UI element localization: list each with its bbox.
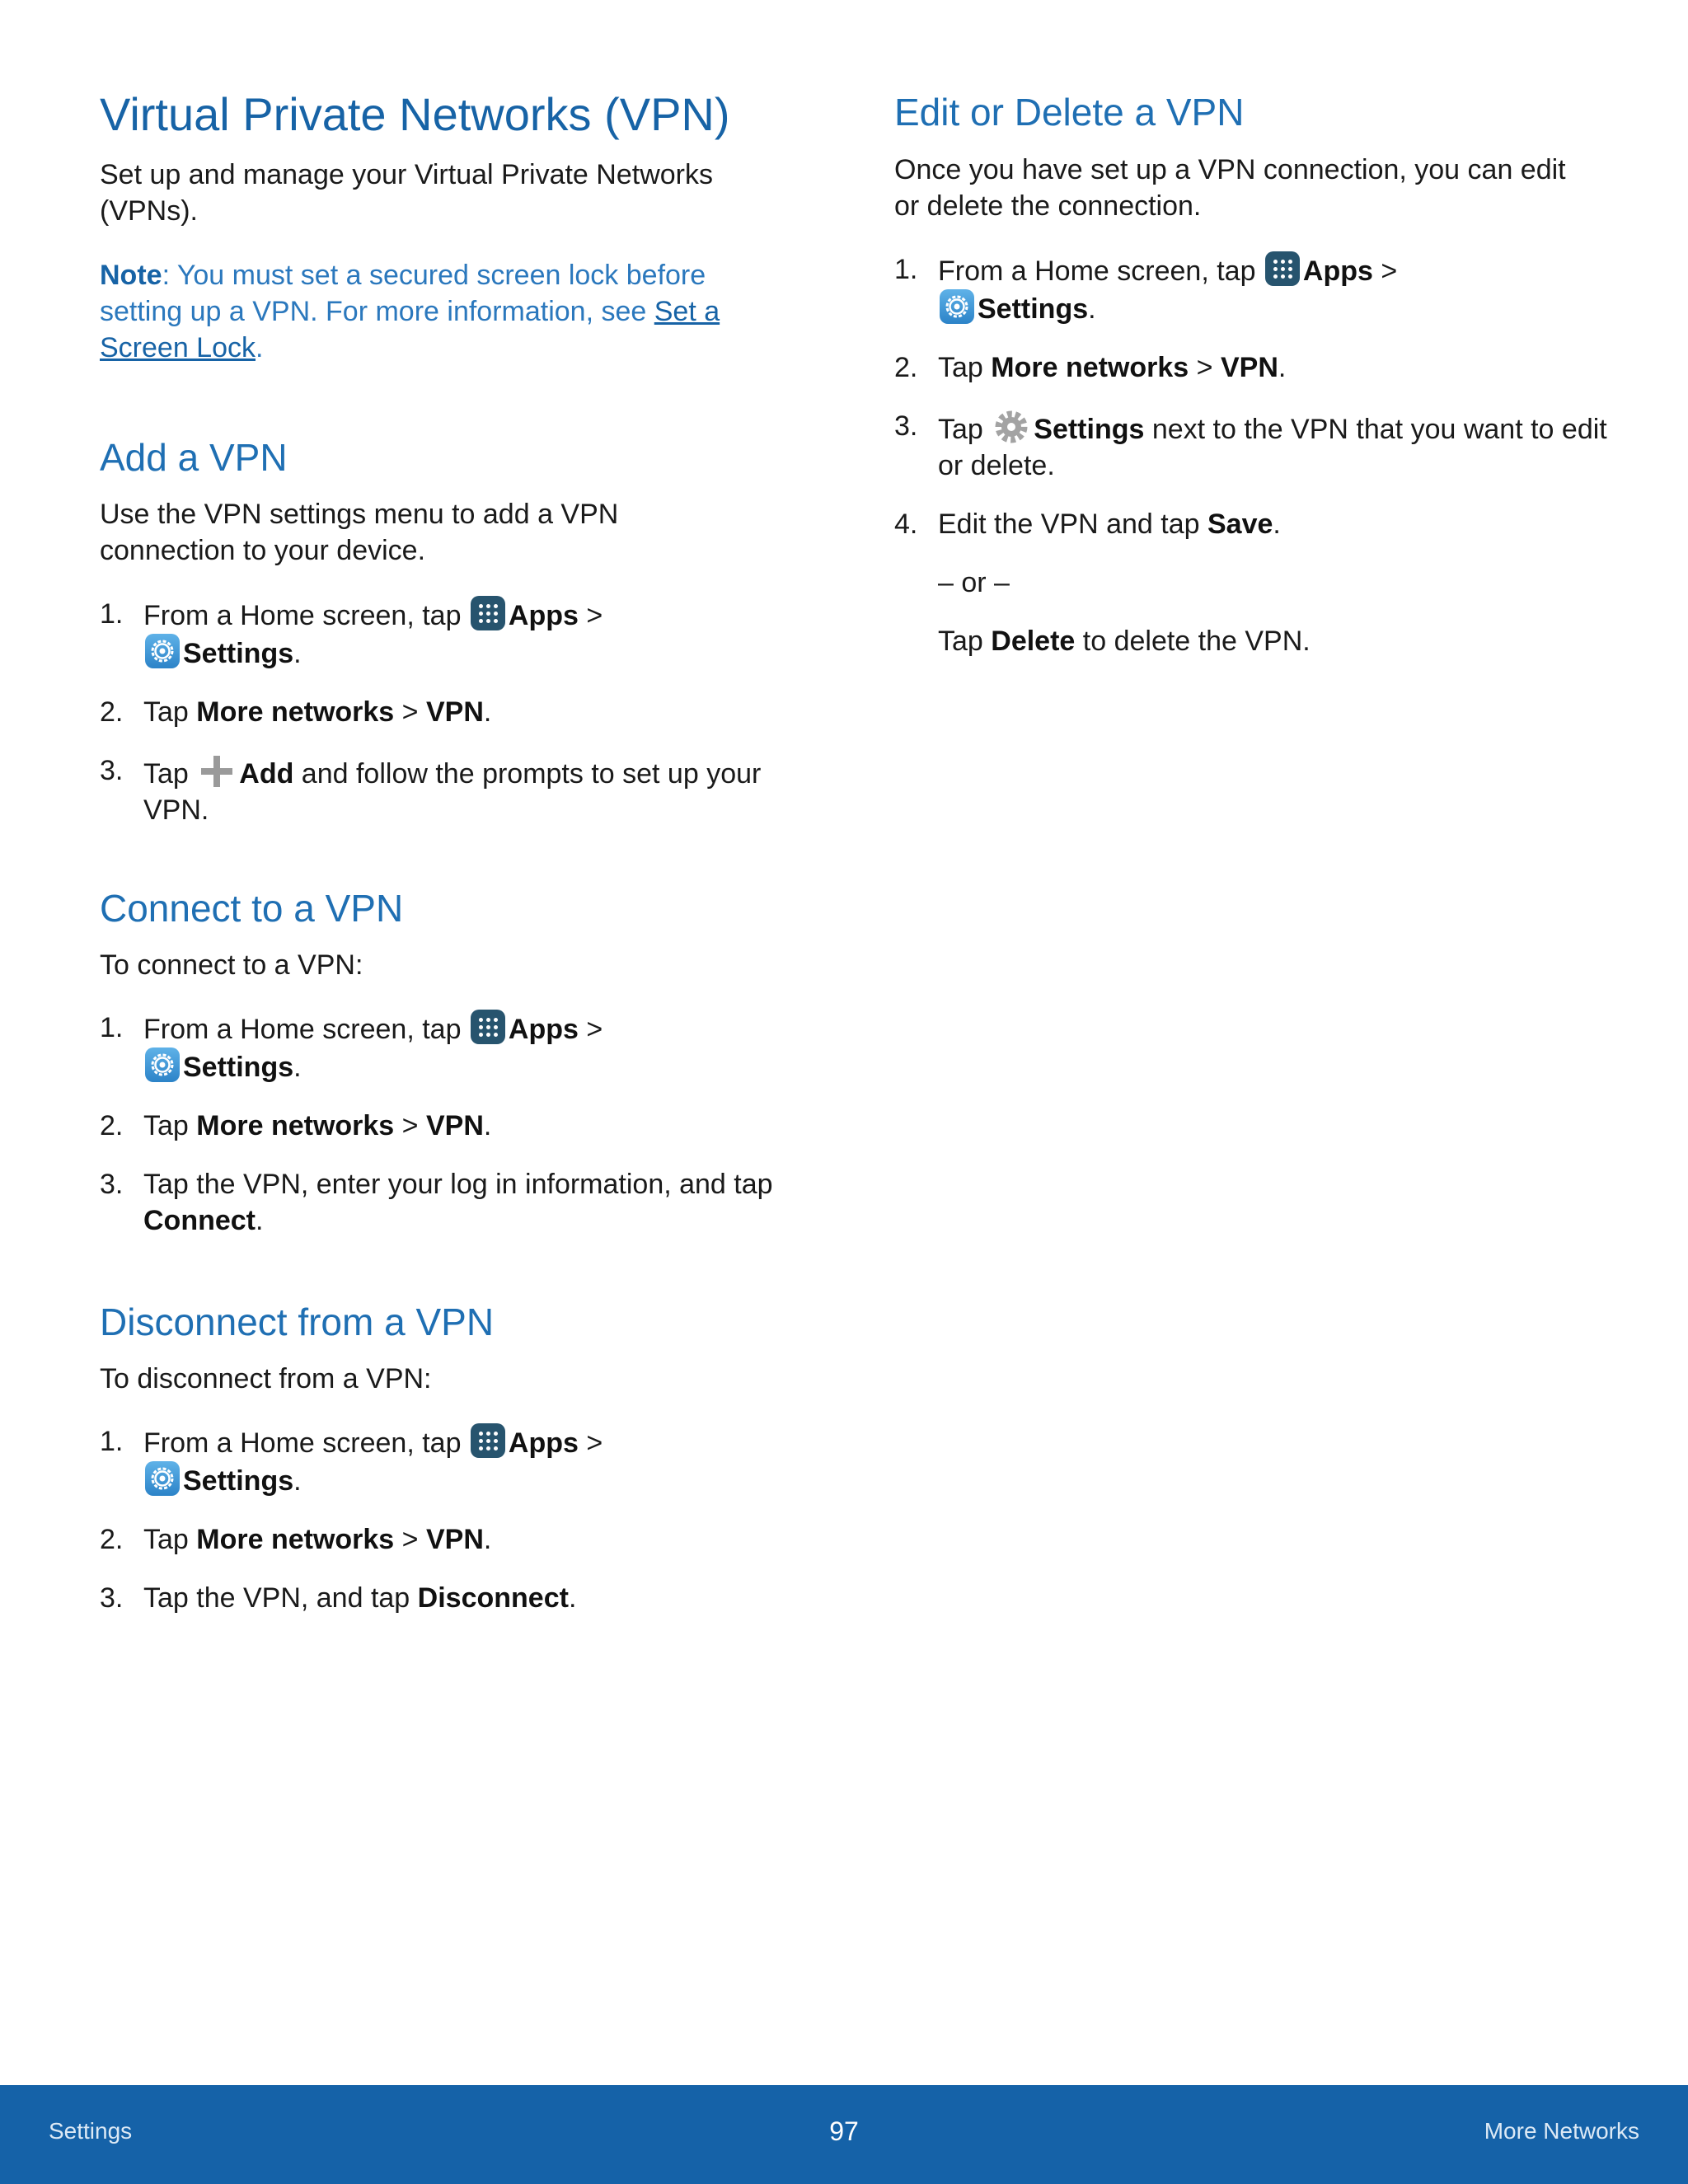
page-footer xyxy=(0,2085,1688,2184)
connect-vpn-intro-text: To connect to a VPN: xyxy=(100,949,363,981)
connect-label: Connect xyxy=(143,1205,256,1236)
step-text: From a Home screen, tap xyxy=(143,1427,469,1459)
apps-icon xyxy=(471,596,505,630)
settings-label: Settings xyxy=(1034,414,1145,445)
disconnect-label: Disconnect xyxy=(417,1582,569,1614)
add-vpn-intro-text: Use the VPN settings menu to add a VPN connection to your device. xyxy=(100,499,619,566)
list-item: 2. Tap More networks > VPN. xyxy=(100,1110,492,1141)
step-text: Tap the VPN, and tap xyxy=(143,1582,418,1614)
list-item: 1. From a Home screen, tap Apps > Settings. xyxy=(894,251,1620,327)
list-item: 1. From a Home screen, tap Apps > Settings. xyxy=(100,596,784,672)
more-networks-label: More networks xyxy=(196,696,395,728)
separator: > xyxy=(578,1014,603,1045)
apps-label: Apps xyxy=(508,1427,579,1459)
period: . xyxy=(1088,293,1096,325)
list-item: 2. Tap More networks > VPN. xyxy=(100,696,492,728)
edit-delete-intro-text: Once you have set up a VPN connection, you can edit or delete the connection. xyxy=(894,154,1566,222)
step-text-end: and follow the prompts to set up your VPN. xyxy=(143,758,762,826)
edit-delete-vpn-steps xyxy=(894,251,1620,659)
list-item: 1. From a Home screen, tap Apps > Settings. xyxy=(100,1423,784,1499)
add-vpn-steps xyxy=(100,596,784,828)
step-text: Tap the VPN, enter your log in information, and tap xyxy=(143,1169,773,1200)
step-text: From a Home screen, tap xyxy=(938,255,1264,287)
separator: > xyxy=(394,1110,426,1141)
period: . xyxy=(1273,509,1281,540)
vpn-label: VPN xyxy=(1220,352,1278,383)
apps-icon xyxy=(471,1010,505,1044)
step-text: Tap xyxy=(143,1524,197,1555)
apps-label: Apps xyxy=(508,600,579,631)
settings-icon xyxy=(145,1047,180,1082)
list-item: 1. From a Home screen, tap Apps > Settings. xyxy=(100,1010,784,1085)
step-text: Edit the VPN and tap xyxy=(938,509,1207,540)
separator: > xyxy=(394,1524,426,1555)
list-item: 3. Tap Settings next to the VPN that you want to edit or delete. xyxy=(894,408,1620,484)
list-item: 3. Tap the VPN, enter your log in information, and tap Connect. xyxy=(100,1169,773,1236)
step-text: Tap xyxy=(938,352,992,383)
more-networks-label: More networks xyxy=(196,1110,395,1141)
vpn-label: VPN xyxy=(425,1524,484,1555)
settings-label: Settings xyxy=(978,293,1089,325)
add-vpn-intro xyxy=(100,496,693,569)
section-title-add-vpn: Add a VPN xyxy=(100,436,288,479)
section-title-disconnect-vpn: Disconnect from a VPN xyxy=(100,1301,495,1343)
list-item: 4. Edit the VPN and tap Save. – or – Tap Delete to delete the VPN. xyxy=(894,506,1620,659)
set-screen-lock-link[interactable]: Set a Screen Lock xyxy=(100,296,720,363)
period: . xyxy=(483,696,492,728)
step-text: Tap xyxy=(143,696,197,728)
period: . xyxy=(483,1524,492,1555)
save-label: Save xyxy=(1207,509,1273,540)
section-title-connect-vpn: Connect to a VPN xyxy=(100,887,404,930)
intro-text: Set up and manage your Virtual Private Networks (VPNs). xyxy=(100,159,713,227)
more-networks-label: More networks xyxy=(991,352,1189,383)
step-text: Tap xyxy=(938,626,992,657)
settings-label: Settings xyxy=(183,638,294,669)
connect-vpn-steps xyxy=(100,1010,784,1239)
or-separator: – or – xyxy=(938,567,1010,598)
note-label: Note xyxy=(100,260,162,291)
period: . xyxy=(293,1465,302,1497)
disconnect-vpn-steps xyxy=(100,1423,784,1616)
settings-icon xyxy=(145,1461,180,1496)
list-item: 2. Tap More networks > VPN. xyxy=(894,352,1287,383)
list-item: 2. Tap More networks > VPN. xyxy=(100,1524,492,1555)
more-networks-label: More networks xyxy=(196,1524,395,1555)
vpn-label: VPN xyxy=(425,696,484,728)
delete-instruction xyxy=(938,623,1620,659)
page-title: Virtual Private Networks (VPN) xyxy=(100,88,730,140)
period: . xyxy=(256,1205,264,1236)
separator: > xyxy=(1189,352,1221,383)
step-text: From a Home screen, tap xyxy=(143,600,469,631)
separator: > xyxy=(394,696,426,728)
apps-label: Apps xyxy=(1302,255,1373,287)
step-text: Tap xyxy=(143,758,197,790)
edit-delete-vpn-intro xyxy=(894,152,1587,224)
list-item: 3. Tap Add and follow the prompts to set up your VPN. xyxy=(100,752,784,828)
separator: > xyxy=(578,600,603,631)
delete-label: Delete xyxy=(991,626,1076,657)
step-text: From a Home screen, tap xyxy=(143,1014,469,1045)
note-text: : You must set a secured screen lock before setting up a VPN. For more information, see xyxy=(100,260,706,327)
vpn-label: VPN xyxy=(425,1110,484,1141)
step-text: Tap xyxy=(143,1110,197,1141)
disconnect-vpn-intro xyxy=(100,1361,784,1397)
separator: > xyxy=(578,1427,603,1459)
add-label: Add xyxy=(239,758,294,790)
step-text-end: to delete the VPN. xyxy=(1075,626,1311,657)
separator: > xyxy=(1372,255,1398,287)
period: . xyxy=(568,1582,577,1614)
settings-icon xyxy=(940,289,974,324)
step-text: Tap xyxy=(938,414,992,445)
apps-icon xyxy=(471,1423,505,1458)
period: . xyxy=(483,1110,492,1141)
intro-paragraph xyxy=(100,157,784,229)
footer-page-number: 97 xyxy=(829,2116,859,2146)
footer-chapter-left: Settings xyxy=(49,2118,133,2144)
period: . xyxy=(293,1052,302,1083)
settings-label: Settings xyxy=(183,1052,294,1083)
note-paragraph xyxy=(100,257,726,366)
footer-section-right: More Networks xyxy=(1484,2118,1639,2144)
connect-vpn-intro xyxy=(100,947,784,983)
period: . xyxy=(293,638,302,669)
disconnect-vpn-intro-text: To disconnect from a VPN: xyxy=(100,1363,432,1394)
step-text-end: next to the VPN that you want to edit or delete. xyxy=(938,414,1607,481)
section-title-edit-delete-vpn: Edit or Delete a VPN xyxy=(894,91,1245,134)
period: . xyxy=(1278,352,1287,383)
apps-icon xyxy=(1265,251,1300,286)
settings-icon xyxy=(145,634,180,668)
list-item: 3. Tap the VPN, and tap Disconnect. xyxy=(100,1582,577,1614)
settings-label: Settings xyxy=(183,1465,294,1497)
gear-icon xyxy=(992,408,1030,446)
plus-icon xyxy=(198,752,236,790)
note-end: . xyxy=(256,332,264,363)
apps-label: Apps xyxy=(508,1014,579,1045)
